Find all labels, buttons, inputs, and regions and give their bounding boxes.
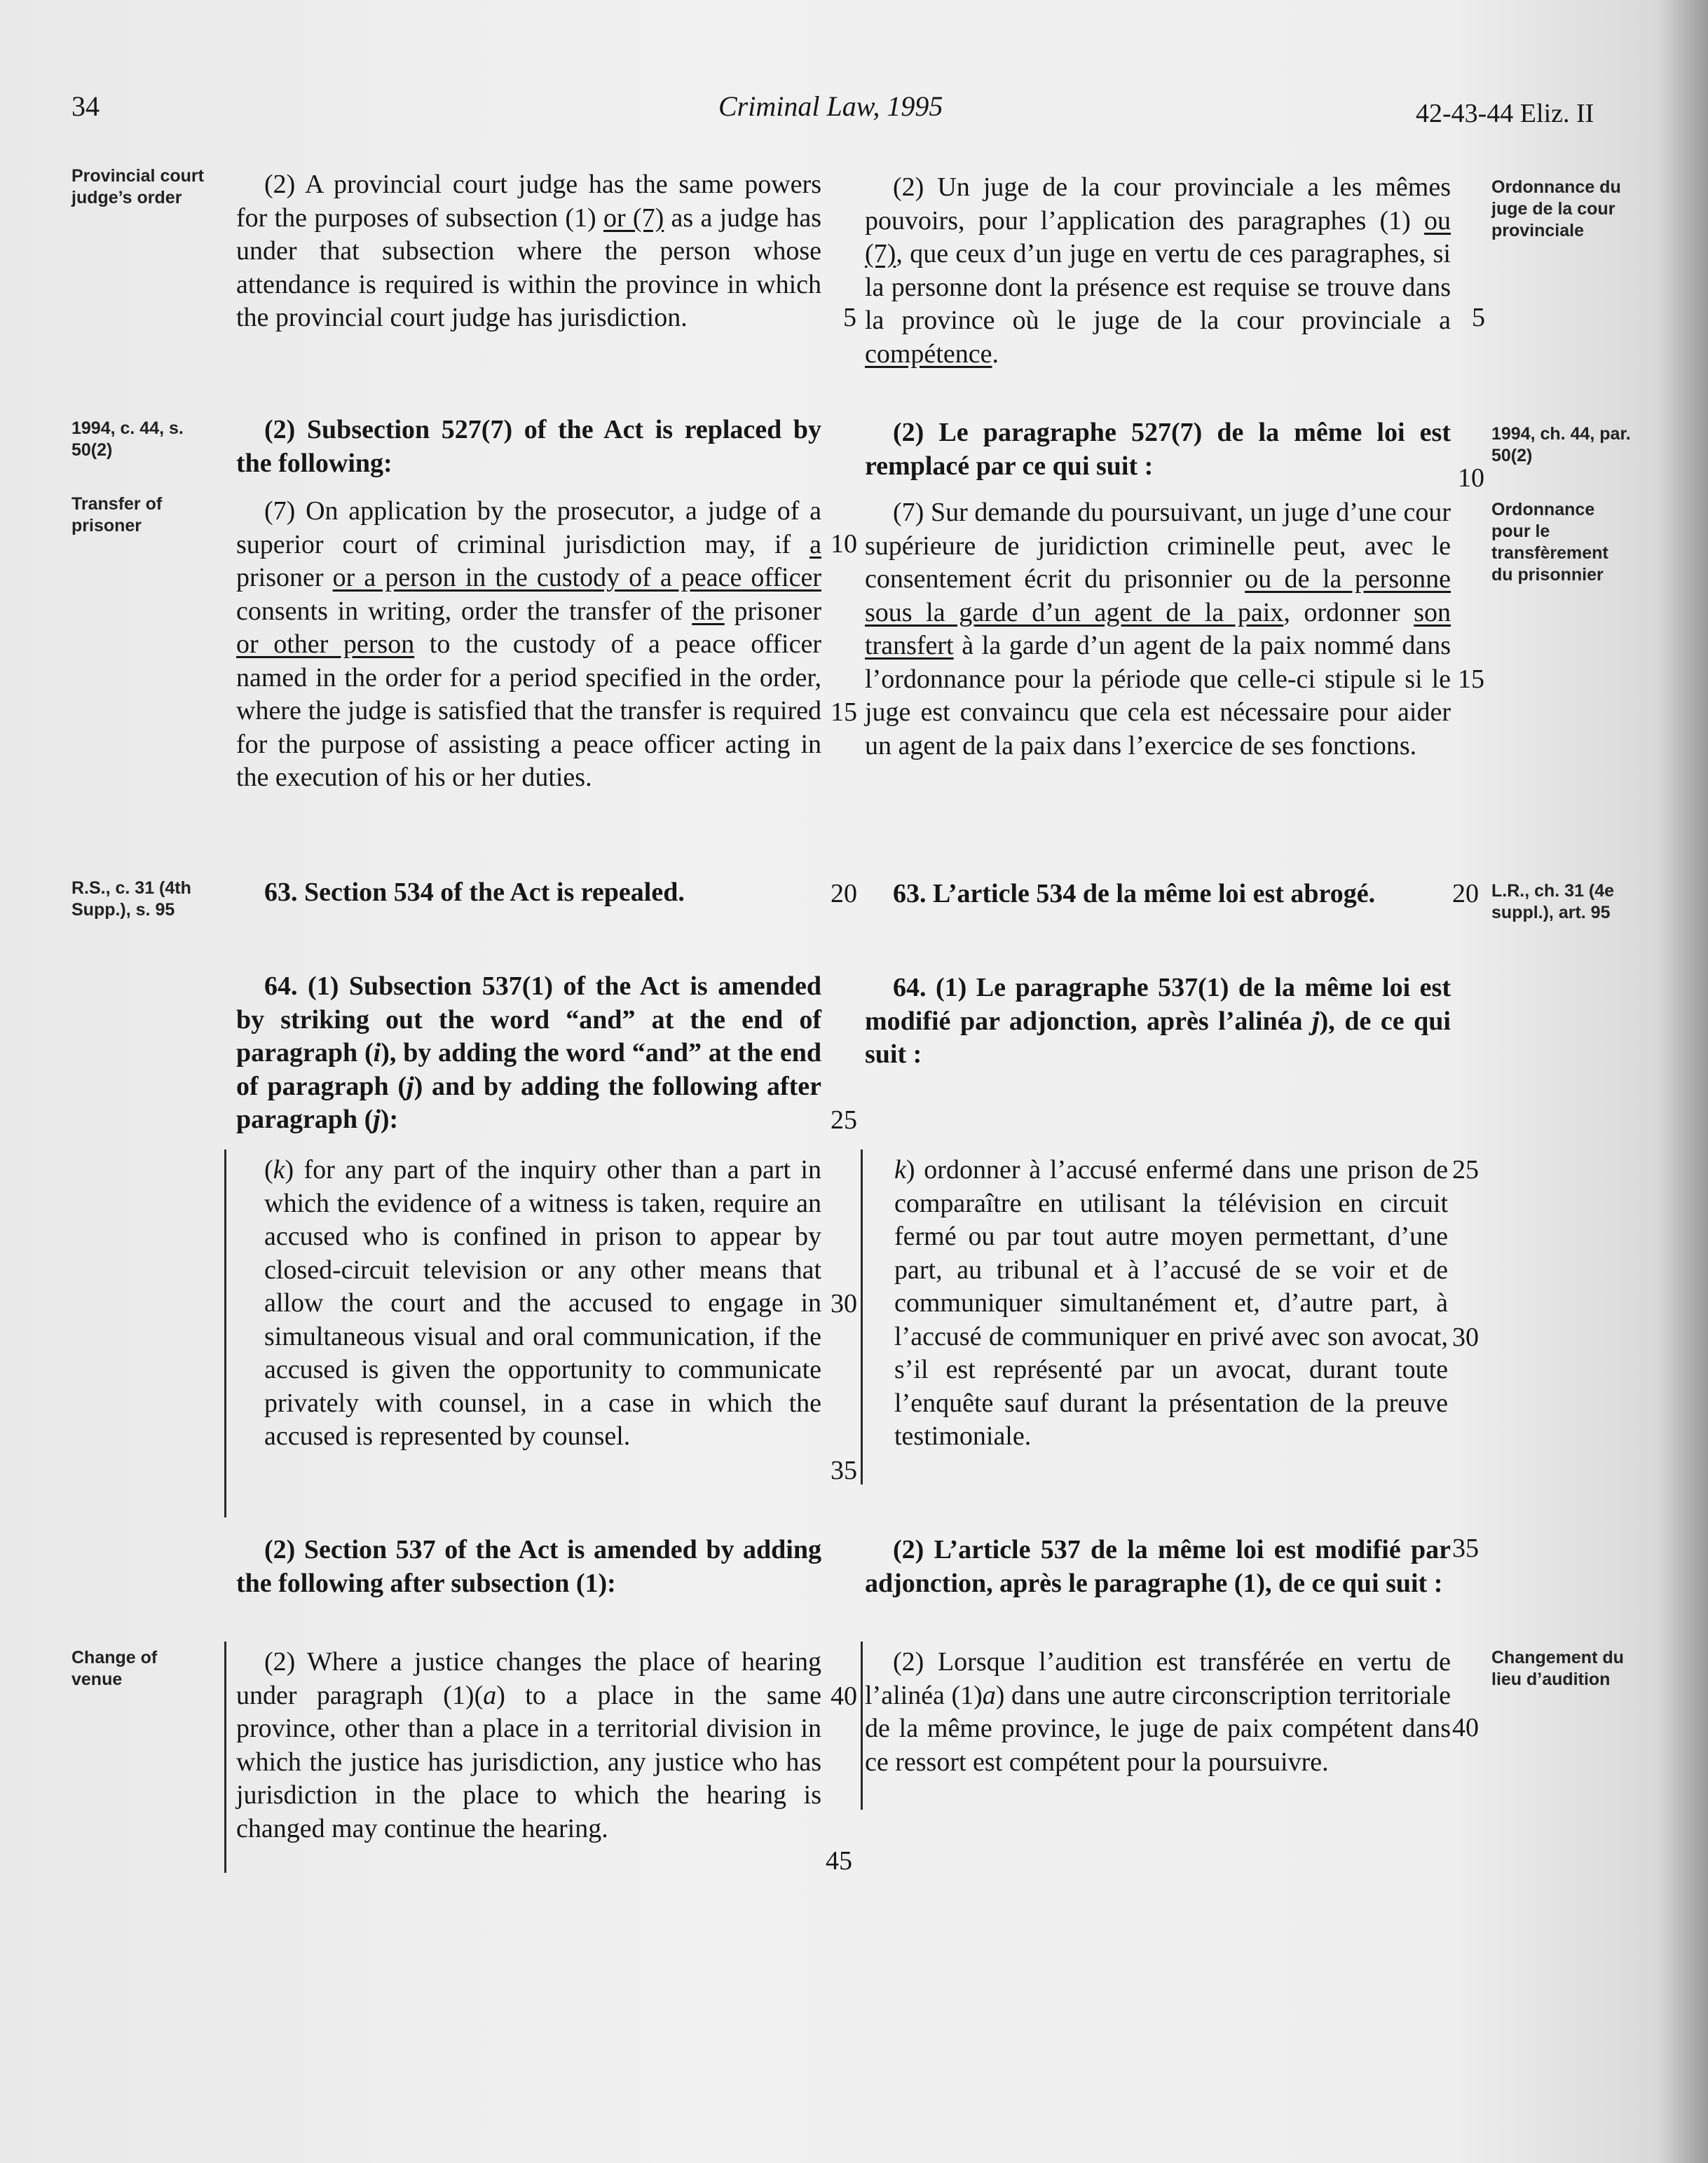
line-number-20-right: 20 — [1452, 879, 1479, 908]
line-number-5-right: 5 — [1472, 303, 1485, 332]
line-number-10-right: 10 — [1458, 463, 1484, 493]
en-change-bar-1 — [224, 1149, 226, 1517]
fr-change-bar-2 — [861, 1642, 863, 1810]
fr-heading-537-2: (2) L’article 537 de la même loi est modifié par adjonction, après le paragraphe (1), de ce qui suit : — [865, 1535, 1451, 1598]
fr-subsection-7-transfert: (7) Sur demande du poursuivant, un juge d’une cour supérieure de juridiction criminelle peut, avec le consentement écrit du prisonnier ou de la personne sous la garde d’un agent de la paix, ordonner son transfert à la garde d’un agent de la paix nommé dans l’ordonnance pour la période que celle-ci stipule si le juge est convaincu que cela est nécessaire pour aider un agent de la paix dans l’exercice de ses fonctions. — [865, 498, 1451, 760]
regnal-year: 42-43-44 Eliz. II — [1416, 99, 1594, 128]
line-number-40-left: 40 — [831, 1681, 857, 1711]
margin-note-provincial-judge-order: Provincial court judge’s order — [71, 166, 204, 207]
line-number-45: 45 — [826, 1846, 852, 1876]
page-number: 34 — [71, 90, 100, 122]
line-number-20-left: 20 — [831, 879, 857, 908]
line-number-35-left: 35 — [831, 1456, 857, 1485]
fr-section-63: 63. L’article 534 de la même loi est abrogé. — [893, 879, 1376, 908]
line-number-5-left: 5 — [843, 303, 856, 332]
running-title: Criminal Law, 1995 — [718, 90, 943, 122]
en-heading-527-7: (2) Subsection 527(7) of the Act is replaced by the following: — [236, 415, 821, 478]
margin-note-changement-lieu: Changement du lieu d’audition — [1491, 1648, 1624, 1689]
fr-subsection-2-changement-lieu: (2) Lorsque l’audition est transférée en vertu de l’alinéa (1)a) dans une autre circonscription territoriale de la même province, le juge de paix compétent dans ce ressort est compétent pour la poursuivre. — [865, 1647, 1451, 1777]
margin-note-change-of-venue: Change of venue — [71, 1648, 158, 1689]
margin-note-lr-ch31: L.R., ch. 31 (4e suppl.), art. 95 — [1491, 881, 1615, 922]
en-section-63: 63. Section 534 of the Act is repealed. — [264, 878, 685, 907]
line-number-35-right: 35 — [1452, 1534, 1479, 1563]
line-number-30-right: 30 — [1452, 1323, 1479, 1352]
fr-heading-64-1: 64. (1) Le paragraphe 537(1) de la même loi est modifié par adjonction, après l’alinéa j), de ce qui suit : — [865, 973, 1451, 1069]
fr-subsection-2-juge-provincial: (2) Un juge de la cour provinciale a les mêmes pouvoirs, pour l’application des paragraphes (1) ou (7), que ceux d’un juge en vertu de ces paragraphes, si la personne dont la présence est requise se trouve dans la province où le juge de la cour provinciale a compétence. — [865, 172, 1451, 369]
line-number-40-right: 40 — [1452, 1713, 1479, 1742]
en-paragraph-k: (k) for any part of the inquiry other than a part in which the evidence of a witness is taken, require an accused who is confined in prison to appear by closed-circuit television or any other means that allow the court and the accused to engage in simultaneous visual and oral communication, if the accused is given the opportunity to communicate privately with counsel, in a case in which the accused is represented by counsel. — [264, 1155, 821, 1451]
line-number-15-right: 15 — [1458, 664, 1484, 694]
fr-change-bar-1 — [861, 1149, 863, 1485]
margin-note-rs-c31: R.S., c. 31 (4th Supp.), s. 95 — [71, 878, 191, 920]
line-number-15-left: 15 — [831, 697, 857, 727]
line-number-25-left: 25 — [831, 1105, 857, 1135]
fr-heading-527-7: (2) Le paragraphe 527(7) de la même loi est remplacé par ce qui suit : — [865, 418, 1451, 481]
margin-note-1994-ch44: 1994, ch. 44, par. 50(2) — [1491, 424, 1631, 465]
line-number-10-left: 10 — [831, 529, 857, 559]
en-heading-537-2: (2) Section 537 of the Act is amended by adding the following after subsection (1): — [236, 1535, 821, 1598]
line-number-25-right: 25 — [1452, 1155, 1479, 1185]
margin-note-ordonnance-transferement: Ordonnance pour le transfèrement du prisonnier — [1491, 500, 1608, 585]
en-change-bar-2 — [224, 1642, 226, 1873]
margin-note-transfer-of-prisoner: Transfer of prisoner — [71, 494, 163, 535]
fr-alinea-k: k) ordonner à l’accusé enfermé dans une prison de comparaître en utilisant la télévision en circuit fermé ou par tout autre moyen permettant, d’une part, au tribunal et à l’accusé de se voir et de communiquer simultanément et, d’autre part, à l’accusé de communiquer en privé avec son avocat, s’il est représenté par un avocat, durant toute l’enquête sauf durant la présentation de la preuve testimoniale. — [894, 1155, 1448, 1451]
en-subsection-7-transfer: (7) On application by the prosecutor, a judge of a superior court of criminal jurisdiction may, if a prisoner or a person in the custody of a peace officer consents in writing, order the transfer of the prisoner or other person to the custody of a peace officer named in the order for a period specified in the order, where the judge is satisfied that the transfer is required for the purpose of assisting a peace officer acting in the execution of his or her duties. — [236, 496, 822, 792]
margin-note-ordonnance-juge: Ordonnance du juge de la cour provinciale — [1491, 177, 1621, 240]
margin-note-1994-c44: 1994, c. 44, s. 50(2) — [71, 418, 184, 460]
en-subsection-2-change-venue: (2) Where a justice changes the place of hearing under paragraph (1)(a) to a place in the same province, other than a place in a territorial division in which the justice has jurisdiction, any justice who has jurisdiction in the place to which the hearing is changed may continue the hearing. — [236, 1647, 821, 1843]
en-subsection-2-provincial-judge: (2) A provincial court judge has the same powers for the purposes of subsection (1) or (7) as a judge has under that subsection where the person whose attendance is required is within the province in which the provincial court judge has jurisdiction. — [236, 170, 821, 332]
en-heading-64-1: 64. (1) Subsection 537(1) of the Act is amended by striking out the word “and” at the end of paragraph (i), by adding the word “and” at the end of paragraph (j) and by adding the following after paragraph (j): — [236, 971, 821, 1134]
line-number-30-left: 30 — [831, 1289, 857, 1318]
